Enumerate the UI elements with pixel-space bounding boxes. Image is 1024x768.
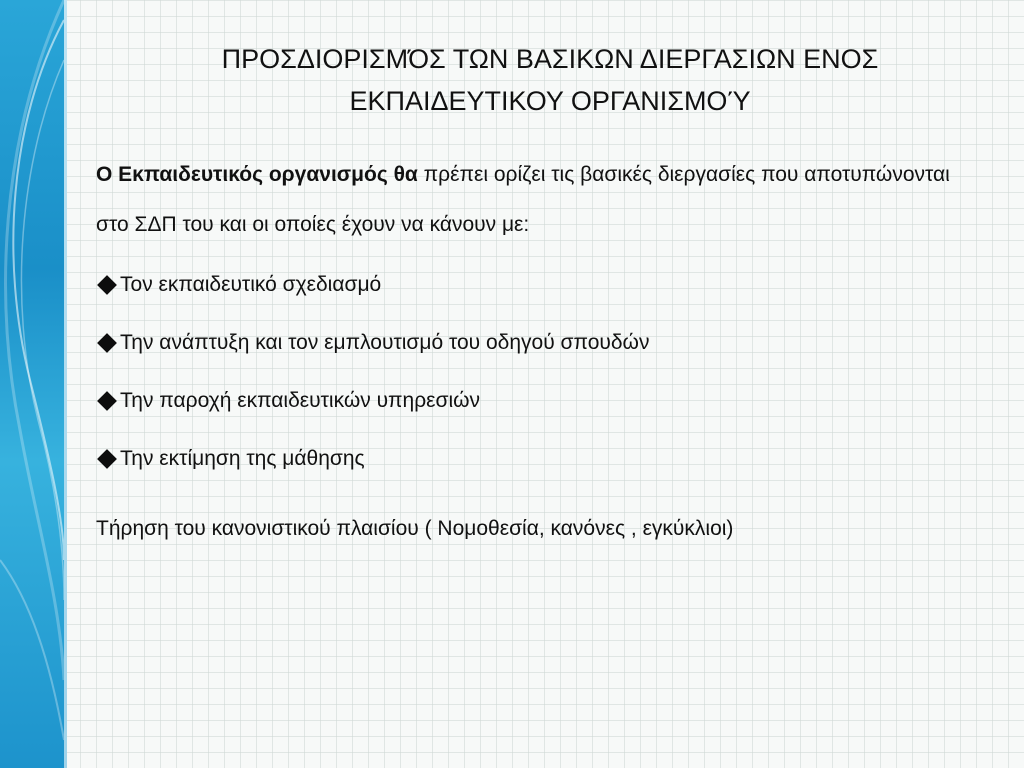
- slide-title-line-1: ΠΡΟΣΔΙΟΡΙΣΜΌΣ ΤΩΝ ΒΑΣΙΚΩΝ ΔΙΕΡΓΑΣΙΩΝ ΕΝΟΣ: [221, 44, 879, 74]
- diamond-bullet-icon: [97, 391, 117, 411]
- slide-title-line-2: ΕΚΠΑΙΔΕΥΤΙΚΟΥ ΟΡΓΑΝΙΣΜΟΎ: [349, 86, 751, 116]
- diamond-bullet-icon: [97, 333, 117, 353]
- diamond-bullet-icon: [97, 449, 117, 469]
- intro-bold-text: Ο Εκπαιδευτικός οργανισμός θα: [96, 163, 418, 186]
- list-item-text: Την ανάπτυξη και τον εμπλουτισμό του οδηγού σπουδών: [120, 331, 650, 354]
- wave-decoration-icon: [0, 0, 64, 768]
- slide-body: [96, 150, 976, 544]
- list-item: [96, 256, 976, 314]
- list-item-text: Την εκτίμηση της μάθησης: [120, 447, 365, 470]
- closing-paragraph: Τήρηση του κανονιστικού πλαισίου ( Νομοθεσία, κανόνες , εγκύκλιοι): [96, 517, 734, 540]
- decorative-side-band: [0, 0, 64, 768]
- list-item: [96, 372, 976, 430]
- intro-paragraph: [96, 150, 976, 250]
- list-item-text: Τον εκπαιδευτικό σχεδιασμό: [120, 273, 382, 296]
- slide-title: [130, 38, 970, 122]
- side-band-edge: [64, 0, 67, 768]
- intro-text: πρέπει ορίζει τις βασικές διεργασίες που αποτυπώνονται στο ΣΔΠ του και οι οποίες έχουν να κάνουν με:: [96, 163, 950, 236]
- list-item: [96, 430, 976, 488]
- diamond-bullet-icon: [97, 275, 117, 295]
- bullet-list: [96, 256, 976, 488]
- list-item: [96, 314, 976, 372]
- list-item-text: Την παροχή εκπαιδευτικών υπηρεσιών: [120, 389, 481, 412]
